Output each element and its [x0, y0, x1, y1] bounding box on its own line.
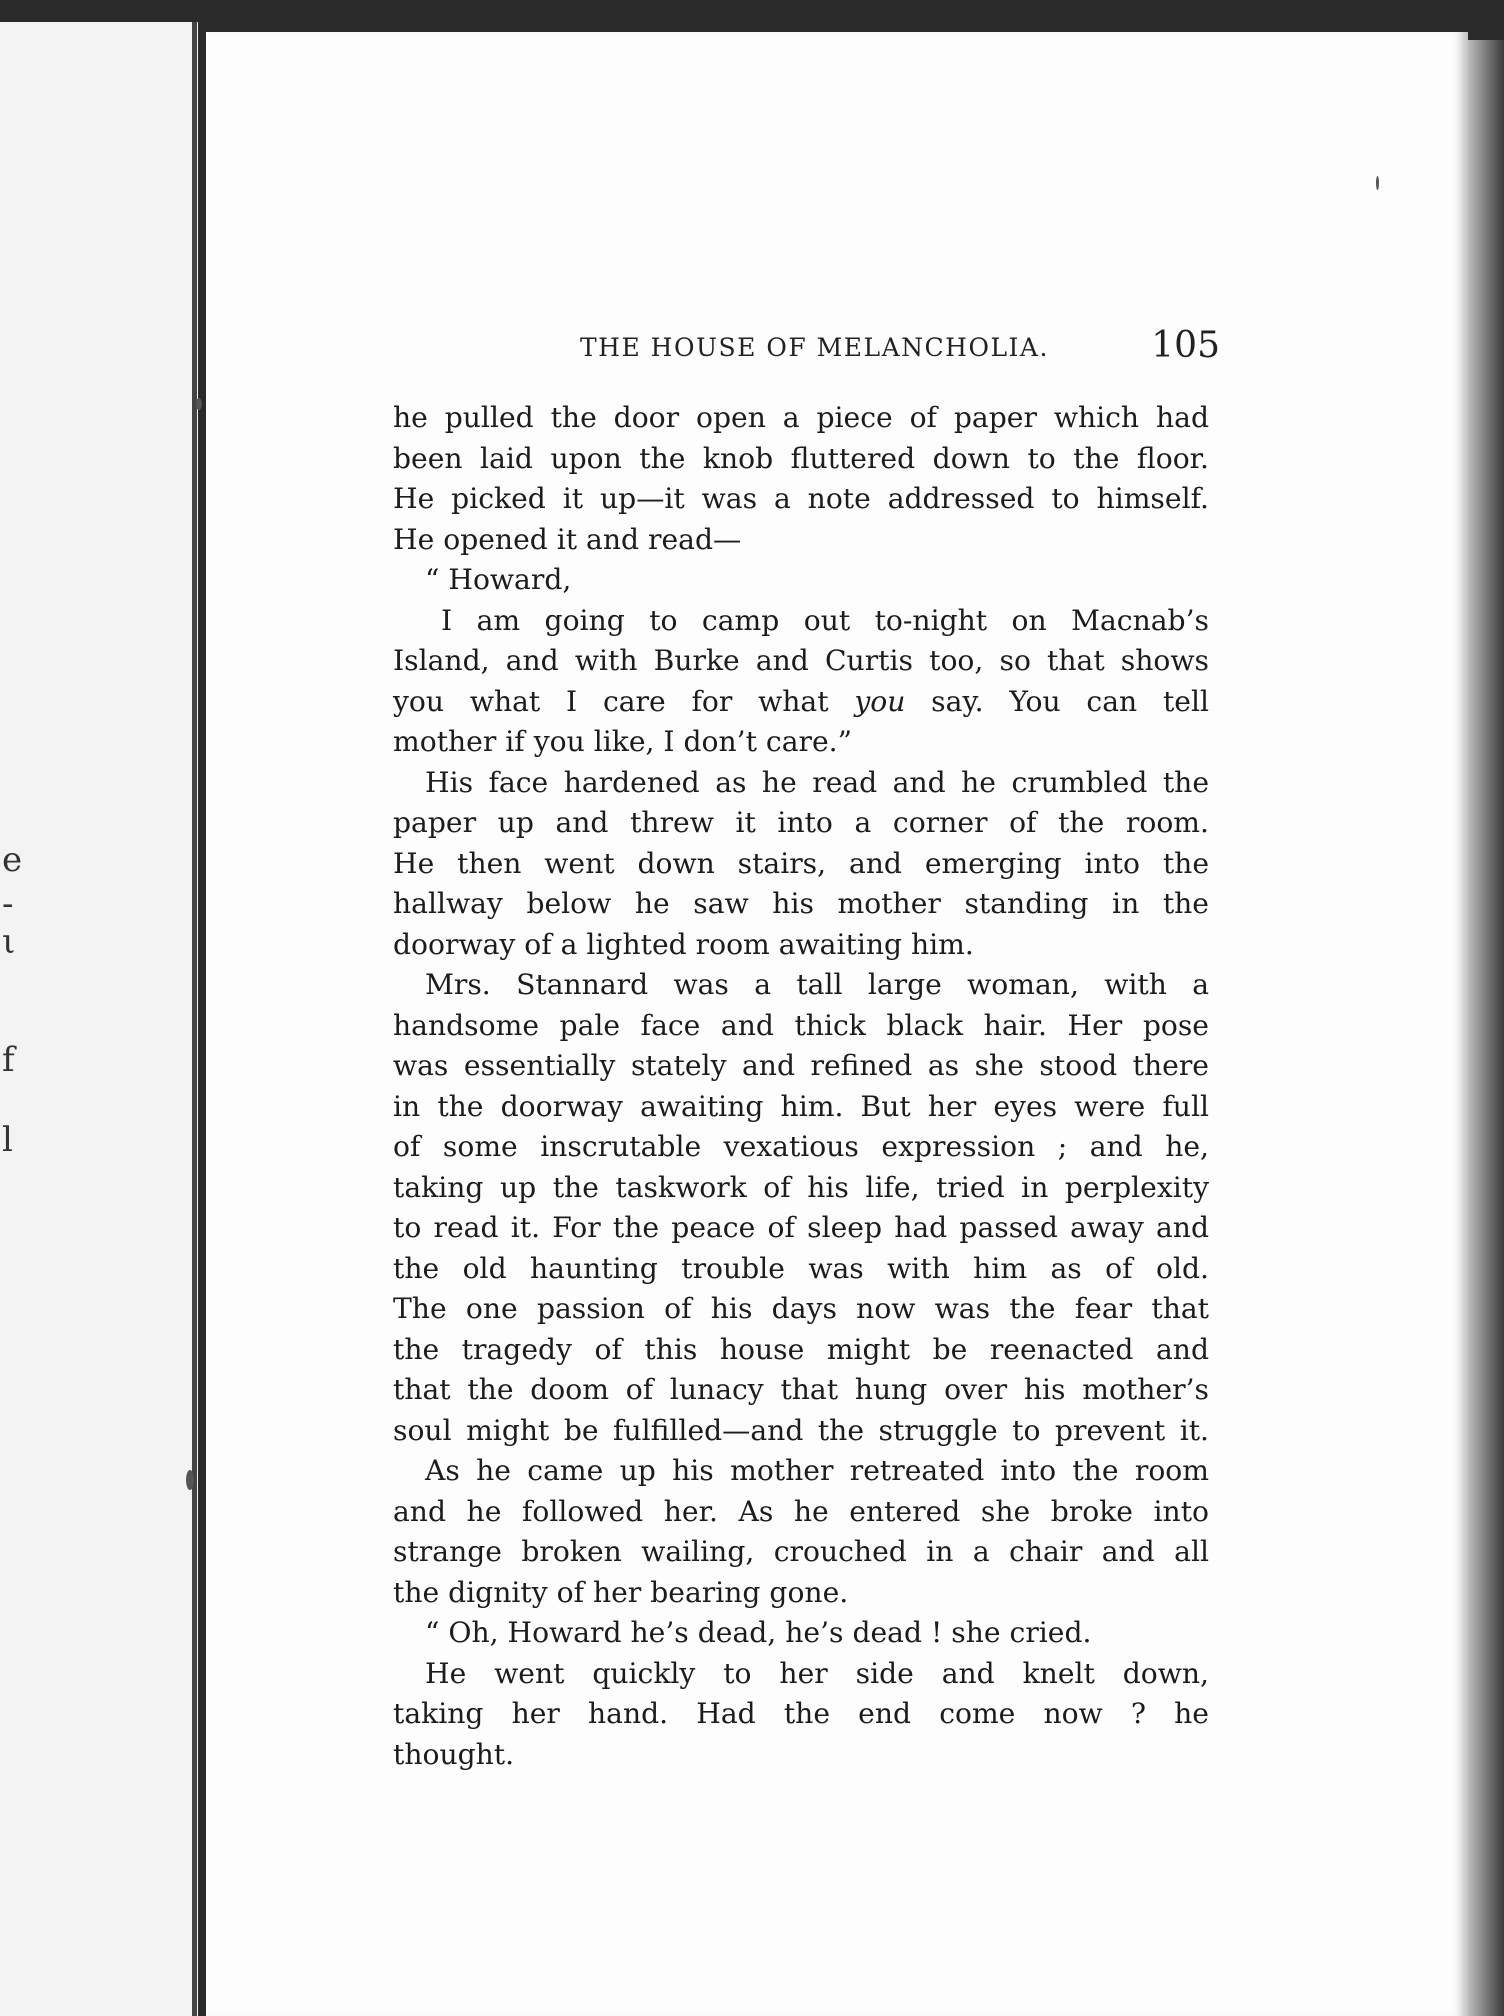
text-line: He opened it and read— — [393, 522, 742, 556]
text-line: Island, and with Burke and Curtis too, so that shows — [393, 644, 1209, 677]
text-line: was essentially stately and refined as she stood there — [393, 1049, 1209, 1082]
body-text — [393, 398, 1209, 1775]
text-line: mother if you like, I don’t care.” — [393, 725, 853, 758]
text-line: been laid upon the knob fluttered down to the floor. — [393, 441, 1209, 475]
text-line: the dignity of her bearing gone. — [393, 1575, 849, 1609]
scan-speck — [196, 398, 202, 410]
text-line: hallway below he saw his mother standing in the — [393, 887, 1209, 920]
scan-speck — [186, 1470, 194, 1490]
text-line: paper up and threw it into a corner of the room. — [393, 806, 1209, 839]
text-line: he pulled the door open a piece of paper which had — [393, 401, 1209, 434]
left-page-edge — [0, 22, 198, 2016]
page-edge-shadow — [1468, 40, 1504, 2016]
scan-speck — [1376, 176, 1379, 190]
text-line: Mrs. Stannard was a tall large woman, with a — [425, 968, 1209, 1001]
text-line: As he came up his mother retreated into the room — [425, 1454, 1209, 1487]
page-number: 105 — [1151, 325, 1220, 366]
text-line: “ Oh, Howard he’s dead, he’s dead ! she cried. — [425, 1616, 1092, 1649]
text-line: you what I care for what you say. You can tell — [393, 684, 1209, 718]
text-line: handsome pale face and thick black hair. Her pose — [393, 1008, 1209, 1042]
text-line: He went quickly to her side and knelt down, — [425, 1656, 1209, 1690]
text-line: of some inscrutable vexatious expression ; and he, — [393, 1130, 1209, 1163]
book-spine — [192, 22, 197, 2016]
text-line: the old haunting trouble was with him as of old. — [393, 1251, 1209, 1285]
text-line: that the doom of lunacy that hung over his mother’s — [393, 1373, 1209, 1406]
text-line: the tragedy of this house might be reenacted and — [393, 1332, 1209, 1366]
text-line: in the doorway awaiting him. But her eyes were full — [393, 1089, 1209, 1123]
text-line: to read it. For the peace of sleep had passed away and — [393, 1211, 1209, 1244]
text-line: and he followed her. As he entered she broke into — [393, 1494, 1209, 1528]
text-line: He picked it up—it was a note addressed to himself. — [393, 482, 1209, 515]
text-line: strange broken wailing, crouched in a chair and all — [393, 1535, 1209, 1568]
text-line: thought. — [393, 1737, 515, 1771]
left-margin-fragment: e — [2, 840, 23, 880]
text-line: He then went down stairs, and emerging into the — [393, 846, 1209, 880]
left-margin-fragment: ι — [2, 922, 16, 962]
text-line: doorway of a lighted room awaiting him. — [393, 927, 974, 961]
text-line: The one passion of his days now was the fear that — [393, 1292, 1209, 1325]
left-margin-fragment: f — [2, 1040, 15, 1080]
left-margin-fragment: l — [2, 1120, 13, 1160]
left-margin-fragment: - — [2, 884, 14, 924]
text-line: His face hardened as he read and he crumbled the — [425, 765, 1209, 799]
text-line: taking her hand. Had the end come now ? he — [393, 1697, 1209, 1730]
text-line: taking up the taskwork of his life, tried in perplexity — [393, 1170, 1209, 1204]
text-line: “ Howard, — [425, 563, 572, 596]
running-head — [380, 325, 1220, 375]
text-line: soul might be fulfilled—and the struggle to prevent it. — [393, 1413, 1209, 1447]
running-title: THE HOUSE OF MELANCHOLIA. — [580, 333, 1049, 362]
text-line: I am going to camp out to-night on Macnab’s — [441, 603, 1209, 637]
